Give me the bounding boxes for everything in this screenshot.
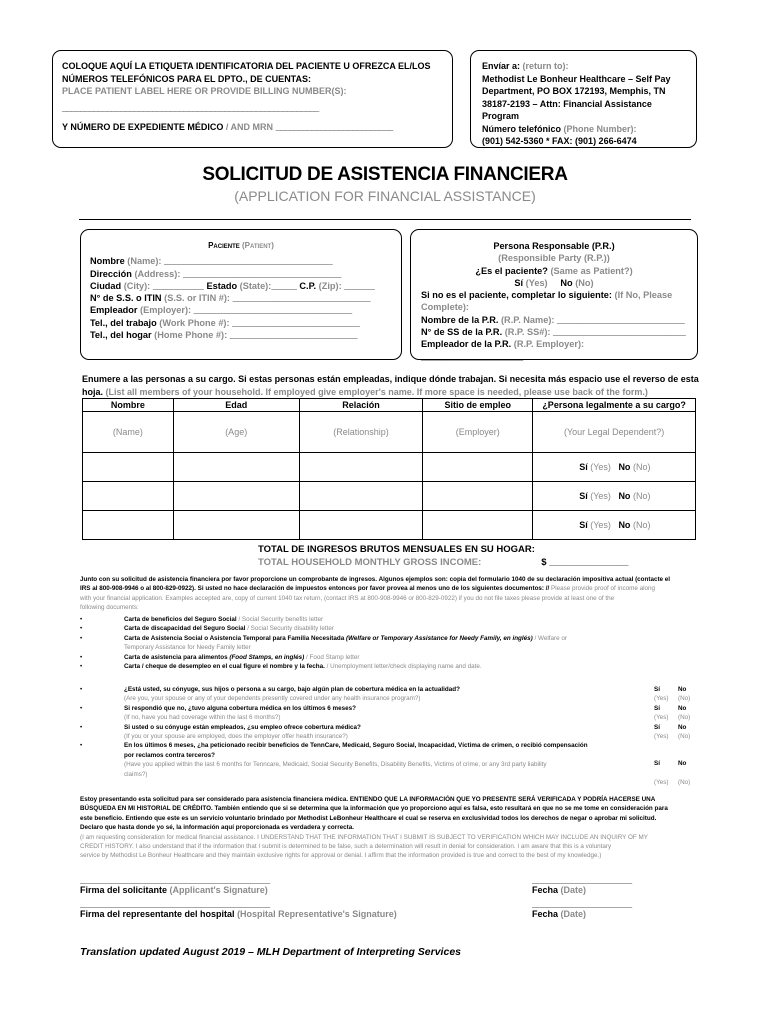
question-item: • Si respondió que no, ¿tuvo alguna cobertura médica en los últimos 6 meses? (If no, have you had coverage within the last 6 months?) Sí (Yes) No (No) (80, 704, 691, 722)
household-instructions: Enumere a las personas a su cargo. Si estas personas están empleadas, indique dónde trabajan. Si necesita más espacio use el reverso de esta hoja. (List all members of your household. If employed give employer's name. If more space is needed, please use back of the form.) (82, 374, 699, 397)
proof-of-income-text: Junto con su solicitud de asistencia financiera por favor proporcione un comprobante de ingresos. Algunos ejemplos son: copia del formulario 1040 de su declaración impositiva actual (contacte el IRS al 800-908-9946 o al 800-829-0922). Si usted no hace declaración de impuestos entonces por favor provea al menos uno de los siguientes documentos: // Please provide proof of income along with your financial application. Examples accepted are, copy of current 1040 tax return, (contact IRS at 800-908-9946 or 800-829-0922) if you do not file taxes please provide at least one of the following documents: (80, 576, 671, 612)
same-as-patient-question: ¿Es el paciente? (475, 265, 548, 276)
question-item: • Si usted o su cónyuge están empleados, ¿su empleo ofrece cobertura médica? (If you or your spouse are employed, does the employer offer health insurance?) Sí (Yes) No (No) (80, 723, 691, 741)
q1-yes-option[interactable]: Sí (Yes) (654, 686, 669, 703)
label-line-3: PLACE PATIENT LABEL HERE OR PROVIDE BILLING NUMBER(S): (62, 86, 347, 96)
mrn-field[interactable]: __________________________ (275, 122, 393, 132)
q2-no-option[interactable]: No (No) (678, 704, 691, 722)
label-line-2: NÚMEROS TELEFÓNICOS PARA EL DPTO., DE CUENTAS: (62, 73, 312, 84)
rp-ss-row[interactable]: N° de SS de la P.R. (R.P. SS#): __________________________ (421, 327, 686, 338)
q4-no-option[interactable]: No (No) (678, 760, 691, 787)
income-field[interactable]: _______________ (549, 556, 629, 568)
patient-address-row[interactable]: Dirección (Address): _______________________________ (90, 268, 342, 279)
rp-name-row[interactable]: Nombre de la P.R. (R.P. Name): _________________________ (421, 314, 685, 325)
page-title: SOLICITUD DE ASISTENCIA FINANCIERA (202, 164, 568, 185)
q2-yes-option[interactable]: Sí (Yes) (654, 704, 669, 722)
phone-label: Número telefónico (482, 123, 562, 134)
household-income-total: TOTAL DE INGRESOS BRUTOS MENSUALES EN SU HOGAR: TOTAL HOUSEHOLD MONTHLY GROSS INCOME: $ _______________ (258, 544, 629, 568)
return-to-label-en: (return to): (522, 61, 569, 71)
if-not-instruction: Si no es el paciente, completar lo siguiente: (421, 290, 612, 301)
patient-employer-row[interactable]: Empleador (Employer): _______________________________ (90, 305, 353, 316)
same-yes-option[interactable]: Sí (Yes) (514, 277, 548, 288)
applicant-signature-field[interactable]: ______________________________________ Firma del solicitante (Applicant's Signature) (80, 875, 271, 895)
list-item: • Carta de discapacidad del Seguro Social / Social Security disability letter (80, 625, 334, 633)
list-item: • Carta de asistencia para alimentos (Food Stamps, en inglés) / Food Stamp letter (80, 653, 360, 661)
question-item: • En los últimos 6 meses, ¿ha peticionado recibir beneficios de TennCare, Medicaid, Seguro Social, Incapacidad, Víctima de crimen, o recibió compensación por reclamos contra terceros? (Have you applied within the last 6 months for Tenncare, Medicaid, Social Security Benefits, Disability Benefits, Victims of crime, or any 3rd party liability claims?) Sí (Yes) No (No) (80, 742, 691, 787)
billing-number-field[interactable]: _________________________________________________________ (62, 102, 319, 113)
patient-home-phone-row[interactable]: Tel., del hogar (Home Phone #): _________________________ (90, 330, 358, 341)
question-item: • ¿Está usted, su cónyuge, sus hijos o persona a su cargo, bajo algún plan de cobertura médica en la actualidad? (Are you, your spouse or any of your dependents presently covered under any health insurance program?) Sí (Yes) No (No) (80, 686, 691, 703)
return-address-line-2: Department, PO BOX 172193, Memphis, TN (482, 86, 666, 96)
table-row[interactable]: (Name) (Age) (Relationship) (Employer) (Your Legal Dependent?) (83, 412, 696, 453)
responsible-party-box: Persona Responsable (P.R.) (Responsible Party (R.P.)) ¿Es el paciente? (Same as Patient?) Sí (Yes) No (No) Si no es el paciente, completar lo siguiente: (If No, Please Complete): Nombre de la P.R. (R.P. Name): _________________________ N° de SS de la P.R. (R.P. SS#): __________________________ Empleador de la P.R. (R.P. Employer): ____________________ (410, 229, 698, 360)
return-address-line-1: Methodist Le Bonheur Healthcare – Self Pay (482, 73, 671, 84)
list-item: • Carta de Asistencia Social o Asistencia Temporal para Familia Necesitada (Welfare or Temporary Assistance for Needy Family, en inglés) / Welfare or (80, 634, 567, 642)
household-table (82, 398, 696, 540)
mrn-label: Y NÚMERO DE EXPEDIENTE MÉDICO (62, 122, 224, 132)
insurance-questions (80, 685, 700, 787)
responsible-heading-en: (Responsible Party (R.P.)) (498, 253, 610, 264)
same-no-option[interactable]: No (No) (560, 277, 594, 288)
table-row[interactable]: Sí (Yes) No (No) (83, 482, 696, 511)
translation-footer: Translation updated August 2019 – MLH Department of Interpreting Services (80, 946, 461, 958)
label-line-1: COLOQUE AQUÍ LA ETIQUETA IDENTIFICATORIA DEL PACIENTE U OFREZCA EL/LOS (62, 61, 431, 71)
applicant-date-field[interactable]: ____________________ Fecha (Date) (532, 875, 633, 895)
patient-label-box (52, 50, 453, 148)
q3-no-option[interactable]: No (No) (678, 723, 691, 741)
responsible-heading: Persona Responsable (P.R.) (493, 241, 615, 251)
rep-signature-field[interactable]: ______________________________________ Firma del representante del hospital (Hospital Representative's Signature) (80, 899, 397, 919)
return-to-label: Envíar a: (482, 61, 521, 71)
table-row[interactable]: Sí (Yes) No (No) (83, 453, 696, 482)
declaration-text: Estoy presentando esta solicitud para ser considerado para asistencia financiera médica. ENTIENDO QUE LA INFORMACIÓN QUE YO PRESENTE SERÁ VERIFICADA Y PODRÍA HACERSE UNA BÚSQUEDA EN MI HISTORIAL DE CRÉDITO. También entiendo que si se determina que la información que yo proporciono aquí es falsa, esto resultará en que no se me tome en consideración para este beneficio. Entiendo que este es un servicio voluntario brindado por Methodist LeBonheur Healthcare el cual se reserva en exclusividad todos los derechos de negar o aprobar mi solicitud. Declaro que hasta donde yo sé, la información aquí proporcionada es verdadera y correcta. (I am requesting consideration for medical financial assistance. I UNDERSTAND THAT THE INFORMATION THAT I SUBMIT IS SUBJECT TO VERIFICATION WHICH MAY INCLUDE AN INQUIRY OF MY CREDIT HISTORY. I also understand that if the information that I submit is determined to be false, such a determination will result in denial for consideration. I am aware that this is a voluntary service by Methodist Le Bonheur Healthcare and they maintain exclusive rights for approval or denial. I affirm that the information provided is true and correct to the best of my knowledge.) (80, 796, 668, 860)
return-to-box (470, 50, 697, 148)
list-item: • Carta de beneficios del Seguro Social / Social Security benefits letter (80, 616, 324, 623)
rp-employer-row[interactable]: Empleador de la P.R. (R.P. Employer): ____________________ (421, 339, 585, 362)
patient-city-row[interactable]: Ciudad (City): __________ Estado (State):_____ C.P. (Zip): ______ (90, 280, 375, 291)
household-header-row: Nombre Edad Relación Sitio de empleo ¿Persona legalmente a su cargo? (83, 399, 696, 412)
q1-no-option[interactable]: No (No) (678, 686, 691, 703)
mrn-label-en: / AND MRN (225, 122, 274, 132)
title-divider (79, 219, 691, 220)
phone-label-en: (Phone Number): (563, 123, 637, 134)
patient-info-box (80, 229, 402, 360)
rep-date-field[interactable]: ____________________ Fecha (Date) (532, 899, 633, 919)
return-address-line-3: 38187-2193 – Attn: Financial Assistance Program (482, 98, 652, 121)
q3-yes-option[interactable]: Sí (Yes) (654, 723, 669, 741)
patient-heading-en: (Patient) (242, 241, 274, 250)
q4-yes-option[interactable]: Sí (Yes) (654, 760, 669, 787)
table-row[interactable]: Sí (Yes) No (No) (83, 511, 696, 540)
patient-ssn-row[interactable]: N° de S.S. o ITIN (S.S. or ITIN #): ___________________________ (90, 293, 371, 304)
patient-name-row[interactable]: Nombre (Name): _________________________________ (90, 256, 333, 267)
patient-work-phone-row[interactable]: Tel., del trabajo (Work Phone #): _________________________ (90, 317, 360, 328)
patient-heading: Paciente (208, 241, 240, 250)
proof-document-list: • Carta de beneficios del Seguro Social / Social Security benefits letter • Carta de discapacidad del Seguro Social / Social Security disability letter • Carta de Asistencia Social o Asistencia Temporal para Familia Necesitada (Welfare or Temporary Assistance for Needy Family, en inglés) / Welfare or Temporary Assistance for Needy Family letter • Carta de asistencia para alimentos (Food Stamps, en inglés) / Food Stamp letter • Carta / cheque de desempleo en el cual figure el nombre y la fecha. / Unemployment letter/check displaying name and date. (80, 615, 640, 671)
phone-fax-numbers: (901) 542-5360 * FAX: (901) 266-6474 (482, 136, 637, 146)
list-item: • Carta / cheque de desempleo en el cual figure el nombre y la fecha. / Unemployment letter/check displaying name and date. (80, 663, 482, 671)
page-subtitle: (APPLICATION FOR FINANCIAL ASSISTANCE) (234, 188, 536, 204)
